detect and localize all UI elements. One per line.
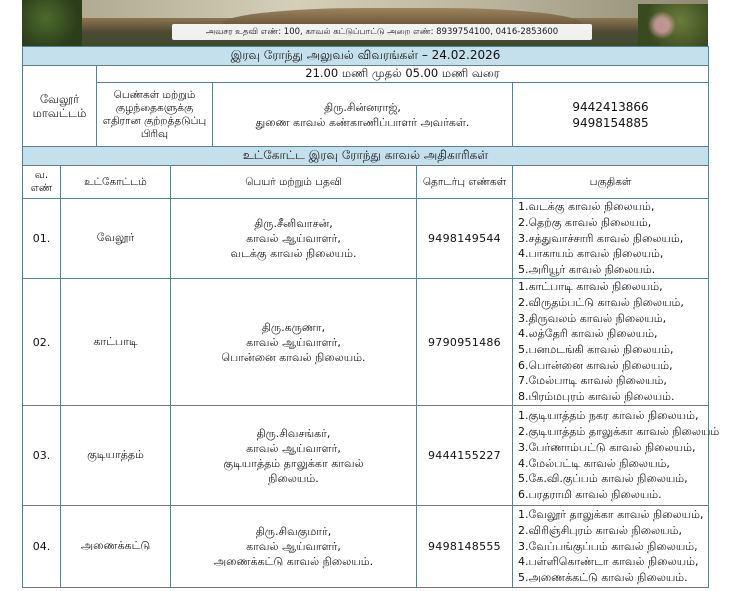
area-item: 4.பாகாயம் காவல் நிலையம், [518,247,664,261]
area-item: 6.பரதராமி காவல் நிலையம். [518,487,662,501]
row-number: 04. [23,506,61,588]
row-phone: 9444155227 [417,406,513,506]
area-item: 8.பிரம்மபுரம் காவல் நிலையம். [518,390,675,404]
row-officer [171,279,417,406]
row-officer [171,199,417,279]
row-subdivision: குடியாத்தம் [61,406,171,506]
col-header-subdivision: உட்கோட்டம் [61,166,171,199]
row-officer-line: நிலையம். [268,471,319,485]
area-item: 3.திருவலம் காவல் நிலையம், [518,311,667,325]
area-item: 7.மேல்பாடி காவல் நிலையம், [518,374,667,388]
table-row [23,199,709,279]
area-item: 1.காட்பாடி காவல் நிலையம், [518,280,663,294]
row-areas [513,406,720,506]
header-banner-image [22,0,708,46]
wing-officer-name: திரு.சின்னராஜ், [324,100,401,114]
area-item: 4.லத்தேரி காவல் நிலையம், [518,327,658,341]
area-item: 1.வடக்கு காவல் நிலையம், [518,200,655,214]
report-title: இரவு ரோந்து அலுவல் விவரங்கள் – 24.02.2026 [23,47,709,66]
section-title: உட்கோட்ட இரவு ரோந்து காவல் அதிகாரிகள் [23,147,709,166]
table-row [23,406,709,506]
row-phone: 9498148555 [417,506,513,588]
area-item: 3.வேப்பங்குப்பம் காவல் நிலையம், [518,539,698,553]
area-item: 4.மேல்பட்டி காவல் நிலையம், [518,456,670,470]
row-officer-line: குடியாத்தம் தாலுக்கா காவல் [223,456,364,470]
row-officer-line: காவல் ஆய்வாளர், [246,540,341,553]
area-item: 4.பள்ளிகொண்டா காவல் நிலையம், [518,555,699,569]
row-officer [171,506,417,588]
patrol-table [22,46,720,588]
col-header-areas: பகுதிகள் [513,166,709,199]
row-number: 03. [23,406,61,506]
row-number: 01. [23,199,61,279]
row-officer-line: திரு.சிவகுமார், [255,525,332,538]
banner-contact-strip: அவசர உதவி எண்: 100, காவல் கட்டுப்பாட்டு அறை எண்: 8939754100, 0416-2853600 [172,24,592,40]
area-item: 3.பேர்ணாம்பட்டு காவல் நிலையம், [518,440,696,454]
time-range: 21.00 மணி முதல் 05.00 மணி வரை [97,66,709,83]
row-officer [171,406,417,506]
district-label: வேலூர் மாவட்டம் [23,66,97,147]
area-item: 5.அரியூர் காவல் நிலையம். [518,263,656,277]
row-subdivision: காட்பாடி [61,279,171,406]
row-areas [513,279,709,406]
area-item: 2.விரிஞ்சிபுரம் காவல் நிலையம், [518,523,682,537]
area-item: 5.பனமடங்கி காவல் நிலையம், [518,343,674,356]
row-areas [513,199,709,279]
wing-phone-1: 9442413866 [572,99,649,114]
area-item: 2.விருதம்பட்டு காவல் நிலையம், [518,295,684,309]
row-phone: 9498149544 [417,199,513,279]
row-officer-line: திரு.சிவசங்கர், [256,426,331,440]
wing-officer-designation: துணை காவல் கண்காணிப்பாளர் அவர்கள். [255,115,470,129]
area-item: 2.குடியாத்தம் தாலுக்கா காவல் நிலையம் [518,425,720,439]
row-officer-line: வடக்கு காவல் நிலையம். [230,247,357,260]
col-header-no: வ. எண் [23,166,61,199]
area-item: 5.கே.வி.குப்பம் காவல் நிலையம், [518,472,688,486]
banner-trees-left [22,0,82,46]
banner-flowers [644,10,680,40]
wing-phone-2: 9498154885 [572,115,649,130]
row-officer-line: காவல் ஆய்வாளர், [246,441,341,455]
row-officer-line: காவல் ஆய்வாளர், [246,232,341,245]
area-item: 3.சத்துவாச்சாரி காவல் நிலையம், [518,231,684,245]
area-item: 6.பொன்னை காவல் நிலையம், [518,358,673,372]
row-officer-line: திரு.கருணா, [261,320,326,334]
area-item: 2.தெற்கு காவல் நிலையம், [518,215,652,229]
wing-officer [213,83,513,147]
table-row [23,506,709,588]
col-header-name-post: பெயர் மற்றும் பதவி [171,166,417,199]
row-officer-line: அணைக்கட்டு காவல் நிலையம். [213,555,374,568]
table-row [23,279,709,406]
col-header-contact: தொடர்பு எண்கள் [417,166,513,199]
row-officer-line: காவல் ஆய்வாளர், [246,335,341,349]
row-subdivision: அணைக்கட்டு [61,506,171,588]
wing-phones [513,83,709,147]
area-item: 1.வேலூர் தாலுக்கா காவல் நிலையம், [518,508,704,522]
area-item: 1.குடியாத்தம் நகர காவல் நிலையம், [518,409,699,423]
row-areas [513,506,709,588]
row-officer-line: பொன்னை காவல் நிலையம். [221,350,366,364]
row-officer-line: திரு.சீனிவாசன், [254,217,333,230]
wing-label: பெண்கள் மற்றும் குழந்தைகளுக்கு எதிரான குற்றத்தடுப்பு பிரிவு [97,83,213,147]
row-phone: 9790951486 [417,279,513,406]
area-item: 5.அணைக்கட்டு காவல் நிலையம். [518,571,688,585]
row-number: 02. [23,279,61,406]
row-subdivision: வேலூர் [61,199,171,279]
